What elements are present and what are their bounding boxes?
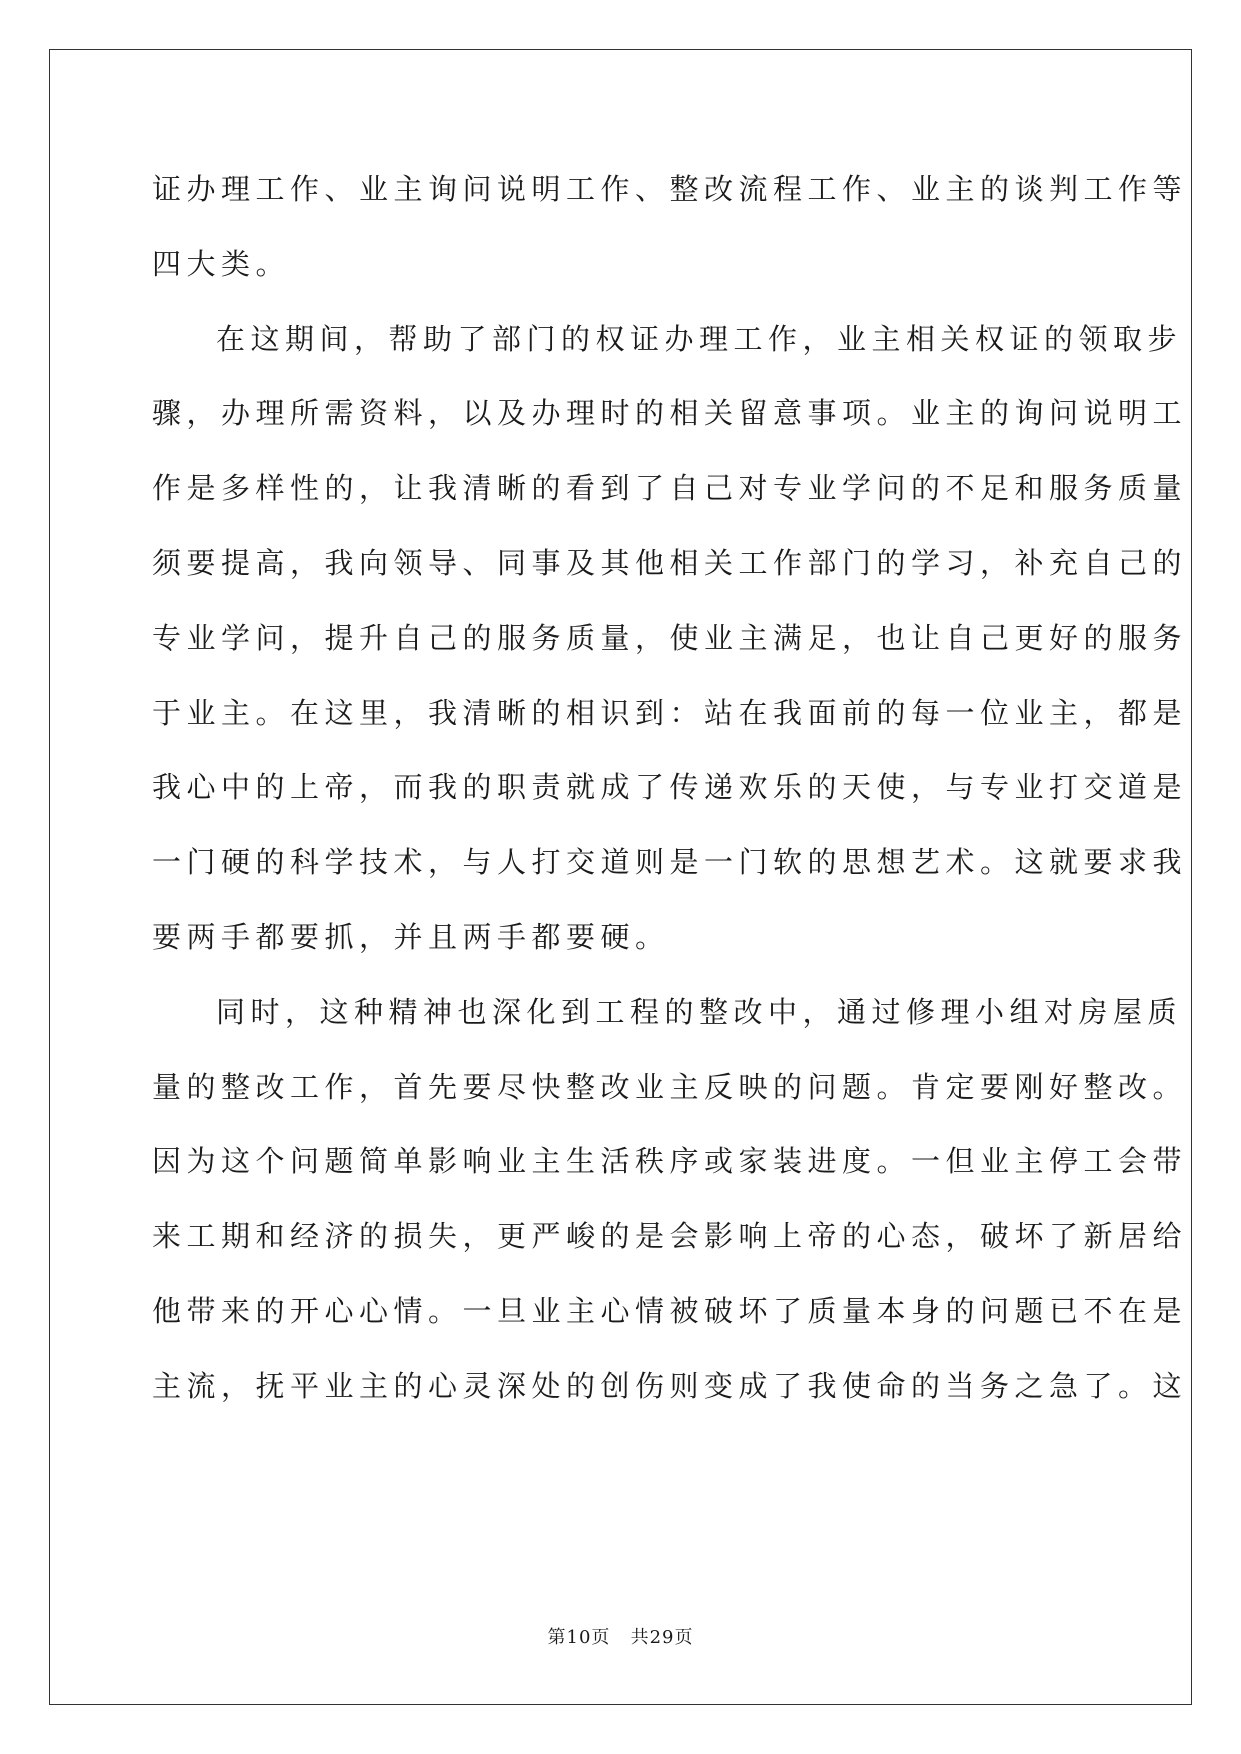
- current-page-label: 第10页: [547, 1627, 611, 1648]
- text-line: 四大类。: [152, 246, 291, 281]
- text-line: 同时，这种精神也深化到工程的整改中，通过修理小组对房屋质: [216, 994, 1183, 1029]
- text-line: 他带来的开心心情。一旦业主心情被破坏了质量本身的问题已不在是: [152, 1293, 1188, 1328]
- text-line: 要两手都要抓，并且两手都要硬。: [152, 919, 670, 954]
- text-line: 在这期间，帮助了部门的权证办理工作，业主相关权证的领取步: [216, 321, 1183, 356]
- text-line: 主流，抚平业主的心灵深处的创伤则变成了我使命的当务之急了。这: [152, 1368, 1188, 1403]
- text-line: 一门硬的科学技术，与人打交道则是一门软的思想艺术。这就要求我: [152, 845, 1188, 880]
- text-line: 因为这个问题简单影响业主生活秩序或家装进度。一但业主停工会带: [152, 1144, 1188, 1179]
- total-pages-label: 共29页: [630, 1627, 694, 1648]
- text-line: 来工期和经济的损失，更严峻的是会影响上帝的心态，破坏了新居给: [152, 1219, 1188, 1254]
- text-line: 专业学问，提升自己的服务质量，使业主满足，也让自己更好的服务: [152, 620, 1188, 655]
- text-line: 须要提高，我向领导、同事及其他相关工作部门的学习，补充自己的: [152, 545, 1188, 580]
- text-line: 我心中的上帝，而我的职责就成了传递欢乐的天使，与专业打交道是: [152, 770, 1188, 805]
- text-line: 量的整改工作，首先要尽快整改业主反映的问题。肯定要刚好整改。: [152, 1069, 1188, 1104]
- text-line: 作是多样性的，让我清晰的看到了自己对专业学问的不足和服务质量: [152, 471, 1188, 506]
- text-line: 证办理工作、业主询问说明工作、整改流程工作、业主的谈判工作等: [152, 172, 1188, 206]
- text-line: 于业主。在这里，我清晰的相识到：站在我面前的每一位业主，都是: [152, 695, 1188, 730]
- page-footer: [0, 1623, 1241, 1649]
- body-text: [152, 152, 1188, 1424]
- text-line: 骤，办理所需资料，以及办理时的相关留意事项。业主的询问说明工: [152, 396, 1188, 431]
